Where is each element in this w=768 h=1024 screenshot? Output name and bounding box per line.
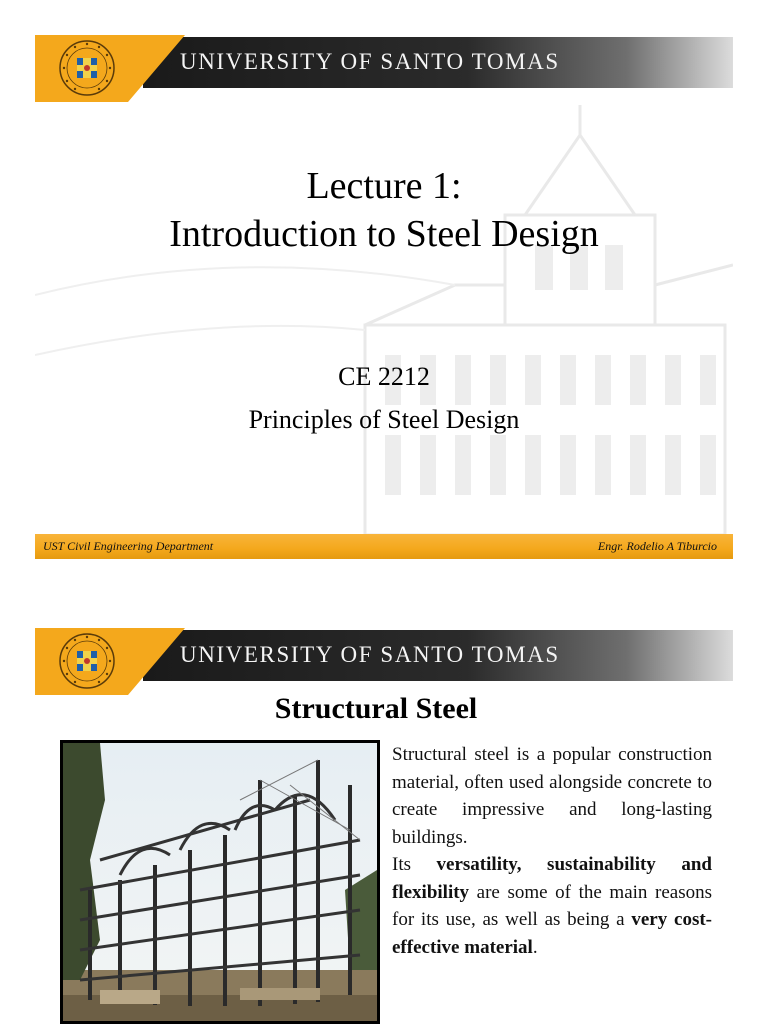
slide-title: Structural Steel (274, 692, 478, 725)
slide-header (35, 35, 733, 102)
slide-header (35, 628, 733, 695)
lecture-number: Lecture 1: (306, 165, 462, 207)
text-bold: very cost-effective material (392, 909, 712, 958)
building-watermark (35, 95, 733, 535)
university-seal-icon (39, 631, 127, 691)
steel-frame-photo (60, 740, 380, 1024)
slide-structural-steel (35, 628, 733, 1024)
slide-footer (35, 534, 733, 559)
slide-title (35, 35, 733, 560)
lecture-title: Introduction to Steel Design (169, 213, 599, 255)
text-run: are some of the main reasons for its use, as well as being a (392, 881, 712, 930)
text-run: Its (392, 854, 437, 875)
paragraph-intro: Structural steel is a popular construction material, often used alongside concrete to create impressive and long-lasting buildings. (392, 744, 712, 848)
university-seal-icon (39, 38, 127, 98)
university-name: UNIVERSITY OF SANTO TOMAS (180, 49, 560, 74)
text-bold: versatility, sustainability and flexibility (392, 854, 712, 903)
university-name: UNIVERSITY OF SANTO TOMAS (180, 642, 560, 667)
paragraph-benefits (392, 851, 712, 961)
course-name: Principles of Steel Design (248, 405, 520, 434)
footer-department: UST Civil Engineering Department (43, 539, 214, 553)
text-run: . (532, 936, 538, 958)
footer-author: Engr. Rodelio A Tiburcio (597, 539, 717, 553)
slide-body (392, 741, 712, 961)
course-code: CE 2212 (338, 362, 430, 391)
